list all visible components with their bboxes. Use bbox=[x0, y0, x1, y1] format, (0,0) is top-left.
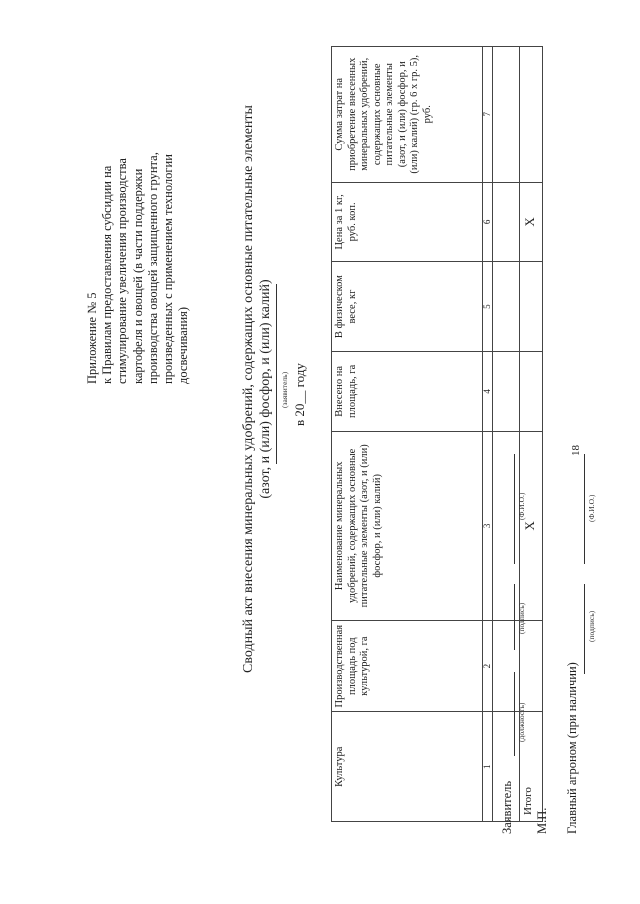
total-label: Итого bbox=[520, 712, 543, 822]
header-total-cost: Сумма затрат на приобретение внесенных минеральных удобрений, содержащих основные питательные элементы (азот, и (или) фосфор, и (или) калий) (гр. 6 x гр. 5), руб. bbox=[332, 47, 483, 183]
fio-hint: (Ф.И.О.) bbox=[517, 492, 526, 520]
agronom-label: Главный агроном (при наличии) bbox=[565, 662, 579, 834]
column-number: 7 bbox=[483, 47, 493, 183]
fertilizer-table bbox=[331, 46, 543, 822]
table-cell bbox=[520, 351, 543, 431]
header-price: Цена за 1 кг, руб. коп. bbox=[332, 182, 483, 262]
table-number-row bbox=[483, 47, 493, 822]
agronom-signature-hint: (подпись) bbox=[587, 610, 596, 642]
position-blank-line bbox=[514, 672, 515, 756]
header-culture: Культура bbox=[332, 712, 483, 822]
table-cell bbox=[520, 620, 543, 712]
column-number: 1 bbox=[483, 712, 493, 822]
table-cell bbox=[493, 620, 520, 712]
column-number: 5 bbox=[483, 262, 493, 352]
appendix-line: производства овощей защищенного грунта, bbox=[145, 152, 160, 384]
appendix-line: к Правилам предоставления субсидии на bbox=[100, 165, 115, 384]
agronom-signature-line bbox=[584, 584, 585, 674]
header-area: Производственная площадь под культурой, га bbox=[332, 620, 483, 712]
x-mark: X bbox=[520, 431, 543, 620]
column-number: 2 bbox=[483, 620, 493, 712]
signature-hint: (подпись) bbox=[517, 602, 526, 634]
header-fertilizer-name: Наименование минеральных удобрений, содержащих основные питательные элементы (азот, и (или) фосфор, и (или) калий) bbox=[332, 431, 483, 620]
agronom-fio-hint: (Ф.И.О.) bbox=[587, 494, 596, 522]
appendix-line: произведенных с применением технологии bbox=[161, 154, 176, 384]
appendix-line: досвечивания) bbox=[176, 306, 191, 384]
agronom-fio-line bbox=[584, 454, 585, 564]
x-mark: X bbox=[520, 182, 543, 262]
table-cell bbox=[493, 262, 520, 352]
table-cell bbox=[493, 351, 520, 431]
applicant-label: Заявитель bbox=[500, 780, 514, 834]
position-hint: (должность) bbox=[517, 702, 526, 742]
table-cell bbox=[493, 47, 520, 183]
appendix-line: стимулирование увеличения производства bbox=[115, 158, 130, 384]
year-line: в 20__ году bbox=[292, 363, 307, 426]
appendix-line: картофеля и овощей (в части поддержки bbox=[130, 168, 145, 384]
column-number: 3 bbox=[483, 431, 493, 620]
page-number: 18 bbox=[570, 445, 582, 456]
table-row bbox=[493, 47, 520, 822]
table-cell bbox=[493, 431, 520, 620]
signature-blank-line bbox=[514, 584, 515, 650]
appendix-header bbox=[85, 14, 191, 384]
stamp-place-label: М.П. bbox=[535, 807, 549, 834]
table-header-row bbox=[332, 47, 483, 822]
fio-blank-line bbox=[514, 454, 515, 564]
column-number: 6 bbox=[483, 182, 493, 262]
table-cell bbox=[520, 262, 543, 352]
applicant-hint: (заявитель) bbox=[280, 371, 289, 408]
appendix-line: Приложение № 5 bbox=[85, 292, 99, 384]
table-cell bbox=[520, 47, 543, 183]
applicant-blank-line bbox=[276, 284, 277, 464]
header-physical-weight: В физическом весе, кг bbox=[332, 262, 483, 352]
header-applied-area: Внесено на площадь, га bbox=[332, 351, 483, 431]
document-title: Сводный акт внесения минеральных удобрений, содержащих основные питательные элементы (азот, и (или) фосфор, и (или) калий) bbox=[241, 105, 273, 673]
column-number: 4 bbox=[483, 351, 493, 431]
table-cell bbox=[493, 182, 520, 262]
